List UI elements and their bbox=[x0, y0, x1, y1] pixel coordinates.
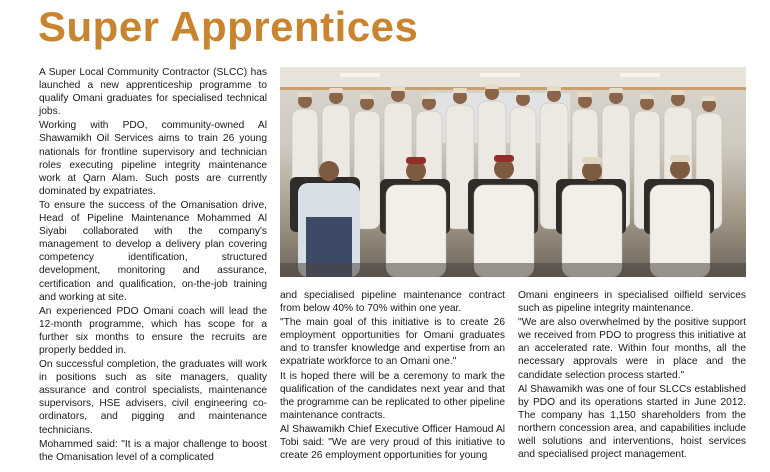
article-headline: Super Apprentices bbox=[38, 3, 419, 50]
paragraph: "The main goal of this initiative is to create 26 employment opportunities for Omani graduates and to transfer knowledge and expertise from an expatriate workforce to an Omani one." bbox=[280, 317, 505, 368]
group-photo-illustration bbox=[280, 67, 746, 277]
paragraph: To ensure the success of the Omanisation drive, Head of Pipeline Maintenance Mohammed Al Siyabi collaborated with the company's management to develop a delivery plan covering competency identification, structured development, monitoring and assurance, certification and qualification, on-the-job training and working at site. bbox=[39, 199, 267, 303]
paragraph: An experienced PDO Omani coach will lead the 12-month programme, which has scope for a further six months to ensure the recruits are properly bedded in. bbox=[39, 305, 267, 356]
paragraph: Mohammed said: "It is a major challenge to boost the Omanisation level of a complicated bbox=[39, 438, 267, 463]
group-photo bbox=[280, 67, 746, 277]
paragraph: A Super Local Community Contractor (SLCC) has launched a new apprenticeship programme to qualify Omani graduates for specialised technical jobs. bbox=[39, 67, 267, 118]
article-column-3 bbox=[518, 289, 746, 462]
paragraph: Omani engineers in specialised oilfield services such as pipeline integrity maintenance. bbox=[518, 290, 746, 315]
paragraph: On successful completion, the graduates will work in positions such as site managers, quality assurance and control specialists, maintenance supervisors, HSE advisers, civil engineering co-ordinators, and pigging and maintenance technicians. bbox=[39, 359, 267, 436]
article-column-1 bbox=[39, 66, 267, 465]
article-column-2 bbox=[280, 289, 505, 463]
paragraph: and specialised pipeline maintenance contract from below 40% to 70% within one year. bbox=[280, 290, 505, 315]
paragraph: "We are also overwhelmed by the positive support we received from PDO to progress this initiative at an accelerated rate. Within four months, all the necessary approvals were in place and the candidate selection process started." bbox=[518, 317, 746, 381]
paragraph: Al Shawamikh Chief Executive Officer Hamoud Al Tobi said: "We are very proud of this initiative to create 26 employment opportunities for young bbox=[280, 423, 505, 462]
paragraph: Al Shawamikh was one of four SLCCs established by PDO and its operations started in June 2012. The company has 1,150 shareholders from the northern concession area, and capabilities include well solutions and interventions, hoist services and specialised project management. bbox=[518, 383, 746, 461]
paragraph: It is hoped there will be a ceremony to mark the qualification of the candidates next year and that the programme can be replicated to other pipeline maintenance contracts. bbox=[280, 370, 505, 421]
paragraph: Working with PDO, community-owned Al Shawamikh Oil Services aims to train 26 young nationals for frontline supervisory and technician roles executing pipeline integrity maintenance work at Qarn Alam. Such posts are currently dominated by expatriates. bbox=[39, 120, 267, 197]
